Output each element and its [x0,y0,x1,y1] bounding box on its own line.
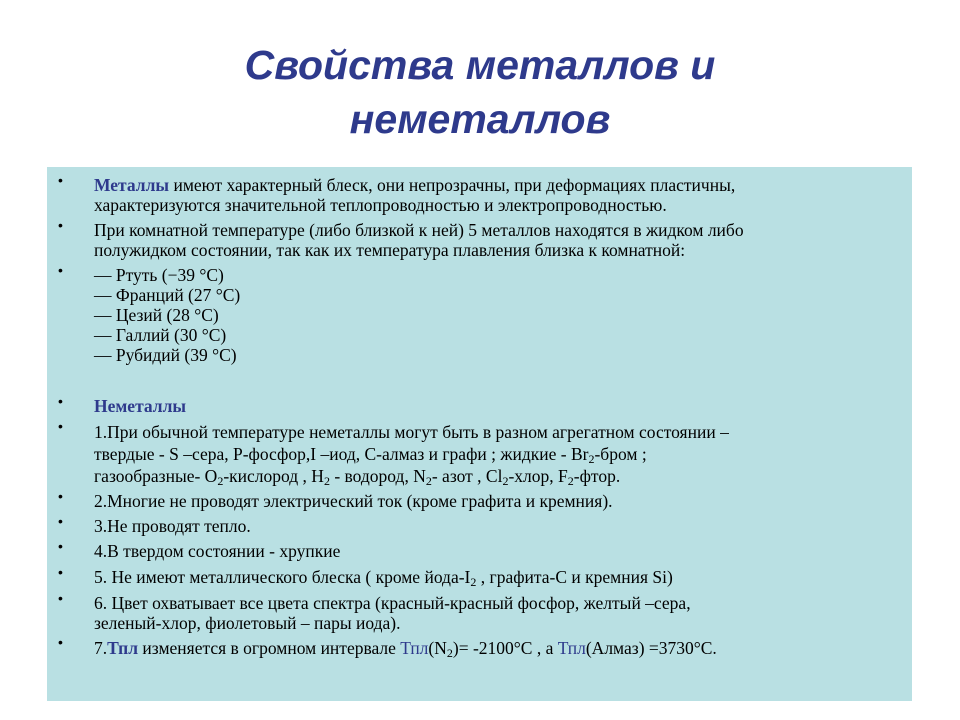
nonmetals-i1-line-2: твердые - S –сера, P-фосфор,I –иод, C-алмаз и графи ; жидкие - Br [94,444,589,464]
bullet-marker: • [58,393,63,409]
text-fragment: -хлор, F [508,466,568,486]
bullet-marker: • [58,634,63,650]
nonmetals-item-5 [94,567,904,587]
text-fragment: (N [428,638,447,658]
text-fragment: 7. [94,638,108,658]
subscript: 2 [502,474,509,488]
metals-p2-line-2: полужидком состоянии, так как их температура плавления близка к комнатной: [94,240,686,260]
bullet-marker: • [58,538,63,554]
melting-point-term: Тпл [107,638,139,658]
metals-p2-line-1: При комнатной температуре (либо близкой к ней) 5 металлов находятся в жидком либо [94,220,744,240]
metals-label: Металлы [94,175,170,195]
bullet-marker: • [58,172,63,188]
text-fragment: -фтор. [573,466,621,486]
liquid-metals-list [94,265,904,365]
list-item: — Рубидий (39 °C) [94,345,237,365]
bullet-marker: • [58,513,63,529]
text-fragment: , графита-С и кремния Si) [476,567,673,587]
text-fragment: )= -2100°C , а [452,638,558,658]
metals-paragraph-1 [94,175,904,215]
subscript: 2 [470,575,477,589]
text-fragment: - водород, N [329,466,426,486]
nonmetals-item-6 [94,593,904,633]
nonmetals-i1-line-1: 1.При обычной температуре неметаллы могут быть в разном агрегатном состоянии – [94,422,729,442]
melting-point-term: Тпл [557,638,586,658]
bullet-marker: • [58,262,63,278]
nonmetals-item-1 [94,421,904,487]
metals-p1-line-1: имеют характерный блеск, они непрозрачны, при деформациях пластичны, [169,175,736,195]
bullet-marker: • [58,564,63,580]
subscript: 2 [446,646,453,660]
nonmetals-i6-line-1: 6. Цвет охватывает все цвета спектра (красный-красный фосфор, желтый –сера, [94,593,691,613]
subscript: 2 [217,474,224,488]
nonmetals-label: Неметаллы [94,396,187,416]
nonmetals-item-3: 3.Не проводят тепло. [94,516,251,536]
list-item: — Франций (27 °C) [94,285,241,305]
nonmetals-i1-line-2-end: -бром ; [594,444,647,464]
metals-paragraph-2 [94,220,904,260]
text-fragment: (Алмаз) =3730°C. [585,638,717,658]
list-item: — Галлий (30 °C) [94,325,227,345]
subscript: 2 [567,474,574,488]
melting-point-term: Тпл [400,638,429,658]
text-fragment: -кислород , H [223,466,324,486]
bullet-marker: • [58,418,63,434]
text-fragment: - азот , Cl [431,466,503,486]
nonmetals-item-7 [94,638,904,658]
list-item: — Цезий (28 °C) [94,305,219,325]
bullet-marker: • [58,488,63,504]
list-item: — Ртуть (−39 °C) [94,265,224,285]
subscript: 2 [425,474,432,488]
slide-title-line-1: Свойства металлов и [244,42,716,88]
subscript: 2 [588,452,595,466]
text-fragment: 5. Не имеют металлического блеска ( кроме йода-I [94,567,471,587]
text-fragment: изменяется в огромном интервале [138,638,401,658]
nonmetals-i6-line-2: зеленый-хлор, фиолетовый – пары иода). [94,613,401,633]
bullet-marker: • [58,590,63,606]
subscript: 2 [323,474,330,488]
metals-p1-line-2: характеризуются значительной теплопроводностью и электропроводностью. [94,195,667,215]
nonmetals-item-2: 2.Многие не проводят электрический ток (кроме графита и кремния). [94,491,613,511]
bullet-marker: • [58,217,63,233]
nonmetals-i1-line-3: газообразные- O [94,466,218,486]
nonmetals-item-4: 4.В твердом состоянии - хрупкие [94,541,341,561]
slide-title [0,38,960,146]
slide-title-line-2: неметаллов [349,96,611,142]
